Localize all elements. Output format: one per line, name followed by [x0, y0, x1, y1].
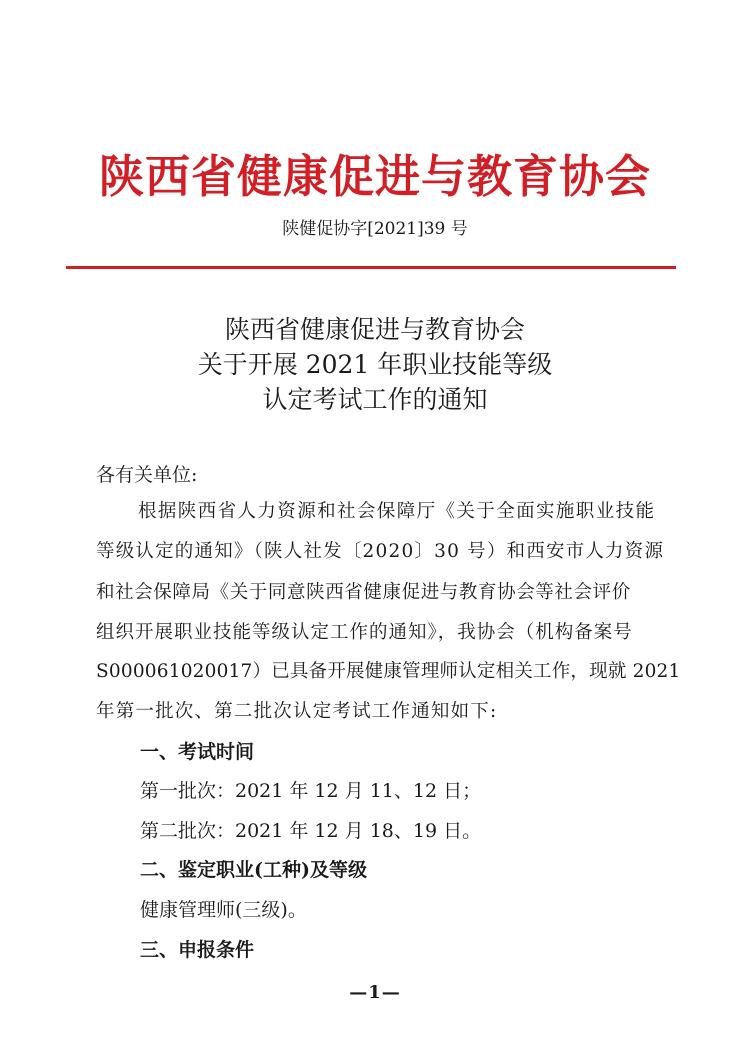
page-number: —1—: [349, 982, 401, 1003]
paragraph-line: 组织开展职业技能等级认定工作的通知》，我协会（机构备案号: [96, 622, 633, 643]
red-divider: [66, 266, 676, 269]
paragraph-line: 和社会保障局《关于同意陕西省健康促进与教育协会等社会评价: [96, 582, 631, 603]
paragraph-line: 根据陕西省人力资源和社会保障厅《关于全面实施职业技能: [138, 501, 656, 522]
title-line-1: 陕西省健康促进与教育协会: [224, 315, 525, 344]
title-line-2: 关于开展 2021 年职业技能等级: [197, 350, 553, 379]
salutation: 各有关单位:: [96, 464, 198, 486]
occupation-level: 健康管理师(三级)。: [140, 899, 307, 921]
organization-header: 陕西省健康促进与教育协会: [98, 150, 651, 203]
section-heading-occupation: 二、鉴定职业(工种)及等级: [140, 859, 367, 881]
paragraph-line: S000061020017）已具备开展健康管理师认定相关工作，现就 2021: [96, 661, 681, 682]
paragraph-line: 等级认定的通知》（陕人社发〔2020〕30 号）和西安市人力资源: [96, 541, 665, 562]
title-line-3: 认定考试工作的通知: [262, 385, 488, 414]
document-number: 陕健促协字[2021]39 号: [282, 219, 468, 239]
schedule-batch-1: 第一批次：2021 年 12 月 11、12 日；: [140, 780, 482, 802]
section-heading-eligibility: 三、申报条件: [140, 939, 255, 961]
schedule-batch-2: 第二批次：2021 年 12 月 18、19 日。: [140, 820, 482, 842]
section-heading-exam-time: 一、考试时间: [140, 741, 255, 763]
paragraph-line: 年第一批次、第二批次认定考试工作通知如下:: [96, 701, 498, 722]
